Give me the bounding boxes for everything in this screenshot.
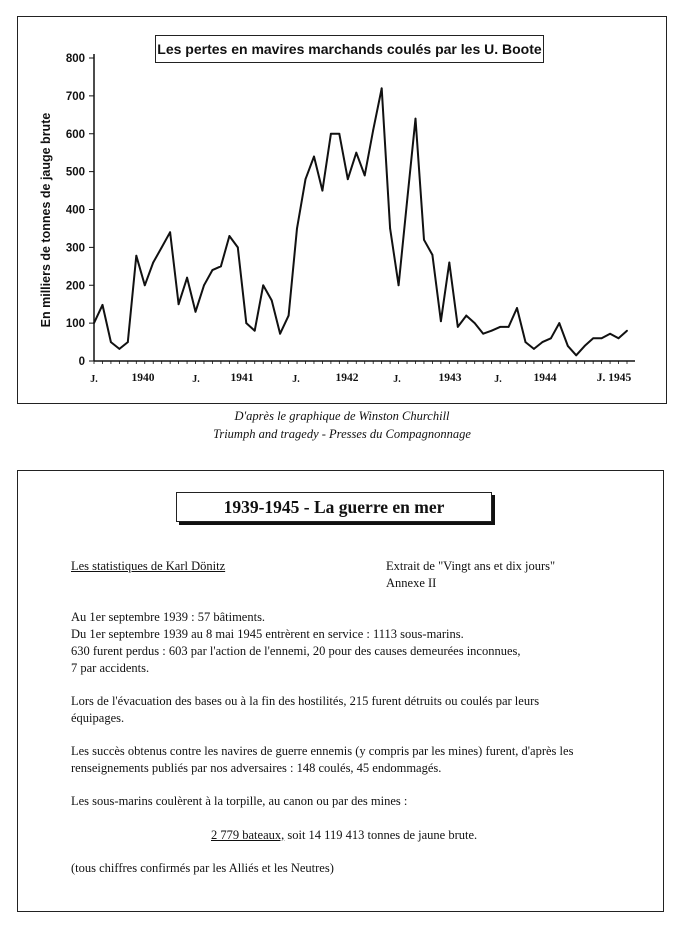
data-point [626,330,628,332]
chart-title: Les pertes en mavires marchands coulés par les U. Boote [155,35,544,63]
document-title: 1939-1945 - La guerre en mer [176,492,492,522]
x-tick-label: J. [192,374,200,385]
paragraph-1-line-1: Au 1er septembre 1939 : 57 bâtiments. [71,610,266,624]
x-tick-label: 1943 [438,372,462,384]
merchant-losses-chart [0,0,684,420]
data-point [406,201,408,203]
data-point [144,284,146,286]
data-point [220,265,222,267]
data-point [550,337,552,339]
data-point [212,269,214,271]
data-point [169,231,171,233]
y-tick-label: 700 [65,90,85,103]
data-point [575,354,577,356]
data-point [195,311,197,313]
data-point [389,228,391,230]
paragraph-3-line-2: renseignements publiés par nos adversaires : 148 coulés, 45 endommagés. [71,761,442,775]
data-point [296,228,298,230]
source-line-2: Triumph and tragedy - Presses du Compagnonnage [213,427,471,441]
data-point [457,326,459,328]
total-boats: 2 779 bateaux, [211,828,285,842]
data-point [355,152,357,154]
y-tick-label: 300 [65,242,85,255]
data-point [474,322,476,324]
data-point [245,322,247,324]
data-point [525,341,527,343]
data-point [432,254,434,256]
data-point [152,262,154,264]
data-point [465,315,467,317]
data-point [271,300,273,302]
paragraph-5: (tous chiffres confirmés par les Alliés et les Neutres) [71,861,334,875]
data-point [618,337,620,339]
source-annex: Annexe II [386,576,437,590]
data-point [448,262,450,264]
data-point [398,284,400,286]
total-tonnage: soit 14 119 413 tonnes de jaune brute. [284,828,478,842]
data-point [601,337,603,339]
paragraph-3-line-1: Les succès obtenus contre les navires de guerre ennemis (y compris par les mines) furent, d'après les [71,744,574,758]
data-point [567,345,569,347]
data-point [499,326,501,328]
data-point [415,118,417,120]
x-tick-label: 1941 [230,372,254,384]
data-point [127,341,129,343]
left-heading: Les statistiques de Karl Dönitz [71,559,226,573]
paragraph-1-line-3: 630 furent perdus : 603 par l'action de l'ennemi, 20 pour des causes demeurées inconnues, [71,644,521,658]
data-point [237,246,239,248]
x-tick-label: J. [90,374,98,385]
data-point [279,333,281,335]
data-point [423,239,425,241]
data-point [372,129,374,131]
data-point [558,322,560,324]
y-tick-label: 100 [65,318,85,331]
data-point [262,284,264,286]
x-tick-label: J. 1945 [596,372,632,384]
data-point [203,284,205,286]
y-tick-label: 800 [65,53,85,65]
data-point [322,190,324,192]
x-tick-label: J. [292,374,300,385]
losses-series-line [94,88,627,355]
total-line [211,828,477,843]
data-point [364,175,366,177]
paragraph-1-line-4: 7 par accidents. [71,661,150,675]
data-point [161,246,163,248]
data-point [440,320,442,322]
data-point [482,333,484,335]
data-point [533,348,535,350]
y-tick-label: 400 [65,204,85,217]
data-point [178,303,180,305]
paragraph-2-line-2: équipages. [71,711,125,725]
data-point [228,235,230,237]
data-point [102,304,104,306]
data-point [609,333,611,335]
data-point [313,156,315,158]
data-point [186,277,188,279]
data-point [118,348,120,350]
data-point [254,330,256,332]
y-tick-label: 0 [78,356,85,368]
data-point [305,178,307,180]
data-point [381,87,383,89]
paragraph-2-line-1: Lors de l'évacuation des bases ou à la fin des hostilités, 215 furent détruits ou coulés par leurs [71,694,540,708]
data-point [491,330,493,332]
data-point [93,322,95,324]
x-tick-label: J. [494,374,502,385]
x-tick-label: J. [393,374,401,385]
y-tick-label: 600 [65,128,85,141]
data-point [592,337,594,339]
data-point [347,178,349,180]
y-tick-label: 200 [65,280,85,293]
data-point [338,133,340,135]
paragraph-4-line-1: Les sous-marins coulèrent à la torpille, au canon ou par des mines : [71,794,408,808]
y-tick-label: 500 [65,166,85,179]
paragraph-1-line-2: Du 1er septembre 1939 au 8 mai 1945 entrèrent en service : 1113 sous-marins. [71,627,464,641]
source-extract: Extrait de "Vingt ans et dix jours" [386,559,556,573]
source-line-1: D'après le graphique de Winston Churchill [234,409,450,423]
data-point [541,341,543,343]
data-point [516,307,518,309]
x-tick-label: 1942 [335,372,359,384]
x-tick-label: 1940 [131,372,155,384]
x-tick-label: 1944 [533,372,557,384]
data-point [110,341,112,343]
data-point [584,345,586,347]
data-point [288,315,290,317]
data-point [508,326,510,328]
data-point [135,255,137,257]
document-frame [17,470,664,912]
data-point [330,133,332,135]
y-axis-label: En milliers de tonnes de jauge brute [39,112,53,328]
